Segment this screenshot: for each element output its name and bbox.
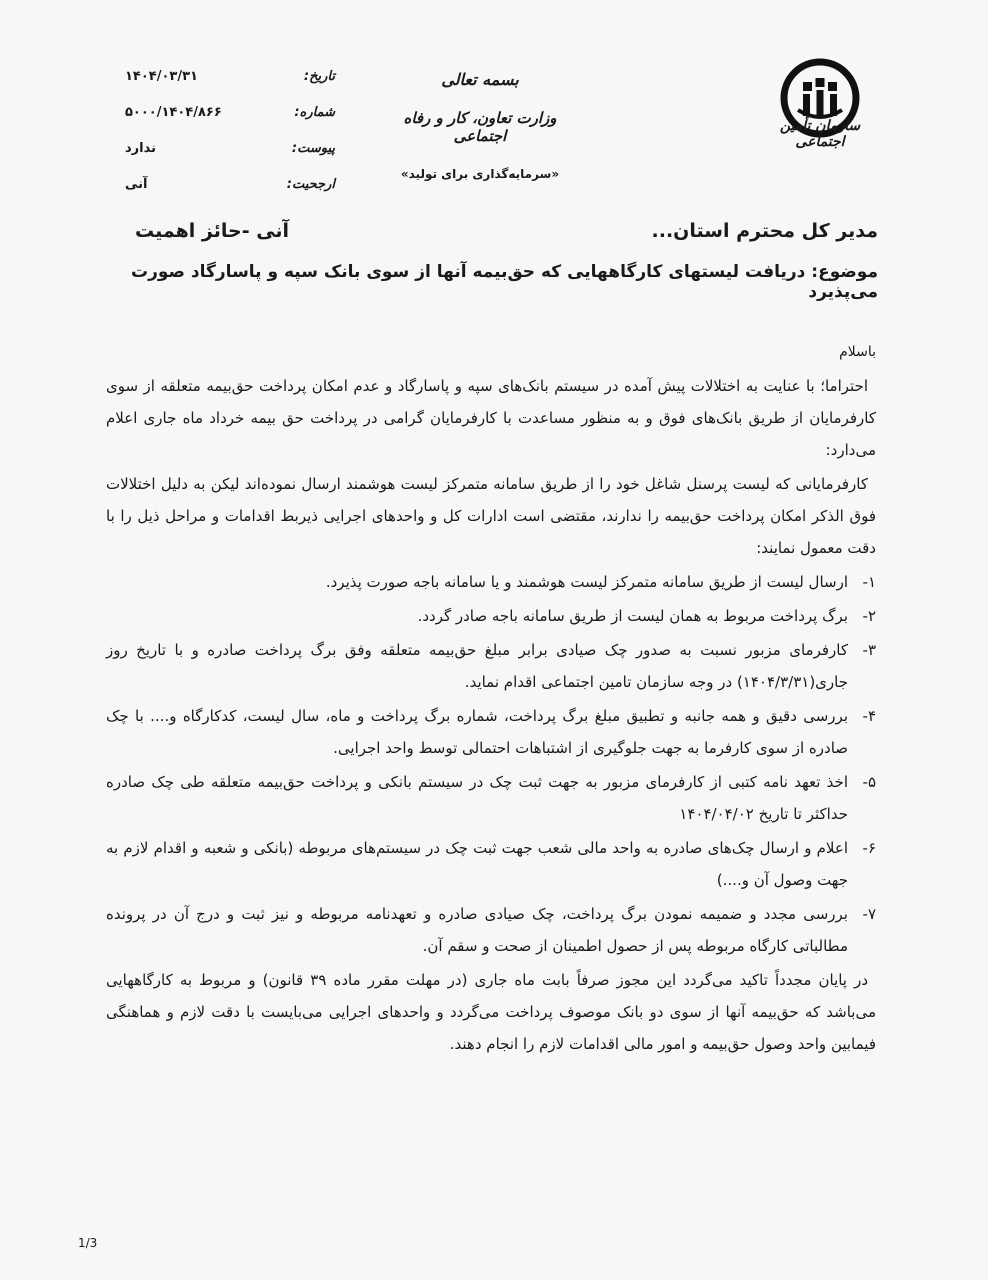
meta-value: ندارد bbox=[125, 140, 157, 156]
closing-paragraph: در پایان مجدداً تاکید می‌گردد این مجوز صرفاً بابت ماه جاری (در مهلت مقرر ماده ۳۹ قانون) و مربوط به کارگاههایی می‌باشد که حق‌بیمه آنها از سوی دو بانک موصوف پرداخت می‌گردد و واحدهای اجرایی می‌بایست با دقت لازم و هماهنگی فیمابین واحد وصول حق‌بیمه و امور مالی اقدامات لازم را انجام دهند. bbox=[106, 971, 876, 1053]
list-item bbox=[106, 700, 876, 764]
list-item bbox=[106, 600, 876, 632]
item-text: برگ پرداخت مربوط به همان لیست از طریق سامانه باجه صادر گردد. bbox=[417, 607, 848, 625]
ministry-name: وزارت تعاون، کار و رفاه اجتماعی bbox=[403, 109, 557, 145]
item-number: ۱- bbox=[862, 573, 876, 591]
item-text: اخذ تعهد نامه کتبی از کارفرمای مزبور به جهت ثبت چک در سیستم بانکی و پرداخت حق‌بیمه متعلقه طی چک صادره حداکثر تا تاریخ ۱۴۰۴/۰۴/۰۲ bbox=[106, 773, 848, 823]
meta-value: ۱۴۰۴/۰۳/۳۱ bbox=[125, 68, 198, 84]
list-item bbox=[106, 832, 876, 896]
item-text: بررسی مجدد و ضمیمه نمودن برگ پرداخت، چک صیادی صادره و تعهدنامه مربوطه و نیز ثبت و درج آن در پرونده مطالباتی کارگاه مربوطه پس از حصول اطمینان از صحت و سقم آن. bbox=[106, 905, 848, 955]
item-number: ۷- bbox=[862, 905, 876, 923]
item-number: ۳- bbox=[862, 641, 876, 659]
greeting: باسلام bbox=[839, 344, 876, 360]
priority-note: آنی -حائز اهمیت bbox=[135, 220, 290, 242]
page-number: 1/3 bbox=[78, 1236, 98, 1250]
list-item bbox=[106, 766, 876, 830]
list-item bbox=[106, 898, 876, 962]
item-number: ۵- bbox=[862, 773, 876, 791]
item-number: ۲- bbox=[862, 607, 876, 625]
letter-body bbox=[106, 336, 876, 1062]
meta-value: ۵۰۰۰/۱۴۰۴/۸۶۶ bbox=[125, 104, 222, 120]
meta-number bbox=[125, 94, 335, 130]
item-number: ۶- bbox=[862, 839, 876, 857]
item-text: اعلام و ارسال چک‌های صادره به واحد مالی شعب جهت ثبت چک در سیستم‌های مربوطه (بانکی و شعبه و اقدام لازم به جهت وصول آن و....) bbox=[106, 839, 848, 889]
paragraph: کارفرمایانی که لیست پرسنل شاغل خود را از طریق سامانه متمرکز لیست هوشمند ارسال نموده‌اند لیکن به دلیل اختلالات فوق الذکر امکان پرداخت حق‌بیمه را ندارند، مقتضی است ادارات کل و واحدهای اجرایی ذیربط اقدامات و مراحل ذیل را با دقت معمول نمایند: bbox=[106, 475, 876, 557]
item-text: بررسی دقیق و همه جانبه و تطبیق مبلغ برگ پرداخت، شماره برگ پرداخت و ماه، سال لیست، کدکارگاه و.... با چک صادره از سوی کارفرما به جهت جلوگیری از اشتباهات احتمالی توسط واحد اجرایی. bbox=[106, 707, 848, 757]
letterhead-center bbox=[380, 70, 580, 181]
list-item bbox=[106, 634, 876, 698]
year-slogan: «سرمایه‌گذاری برای تولید» bbox=[400, 167, 560, 181]
meta-value: آنی bbox=[125, 176, 148, 192]
meta-label: ارجحیت: bbox=[286, 176, 335, 192]
organization-name: سازمان تأمین اجتماعی bbox=[779, 118, 861, 150]
meta-date bbox=[125, 58, 335, 94]
letter-meta bbox=[125, 58, 335, 202]
meta-label: تاریخ: bbox=[303, 68, 335, 84]
item-text: ارسال لیست از طریق سامانه متمرکز لیست هوشمند و یا سامانه باجه صورت پذیرد. bbox=[325, 573, 848, 591]
meta-priority bbox=[125, 166, 335, 202]
meta-attachment bbox=[125, 130, 335, 166]
letter-subject: موضوع: دریافت لیستهای کارگاههایی که حق‌بیمه آنها از سوی بانک سپه و پاسارگاد صورت می‌پذیرد bbox=[131, 262, 878, 302]
item-text: کارفرمای مزبور نسبت به صدور چک صیادی برابر مبلغ حق‌بیمه متعلقه وفق برگ پرداخت صادره و با تاریخ روز جاری(۱۴۰۴/۳/۳۱) در وجه سازمان تامین اجتماعی اقدام نماید. bbox=[106, 641, 848, 691]
meta-label: پیوست: bbox=[291, 140, 335, 156]
recipient-address: مدیر کل محترم استان... bbox=[651, 220, 878, 242]
besmellah: بسمه تعالی bbox=[441, 70, 519, 89]
list-item bbox=[106, 566, 876, 598]
meta-label: شماره: bbox=[294, 104, 335, 120]
paragraph: احتراما؛ با عنایت به اختلالات پیش آمده در سیستم بانک‌های سپه و پاسارگاد و عدم امکان پرداخت حق‌بیمه متعلقه از سوی کارفرمایان از طریق بانک‌های فوق و به منظور مساعدت با کارفرمایان گرامی در پرداخت حق بیمه خرداد ماه جاری اعلام می‌دارد: bbox=[106, 377, 876, 459]
item-number: ۴- bbox=[862, 707, 876, 725]
